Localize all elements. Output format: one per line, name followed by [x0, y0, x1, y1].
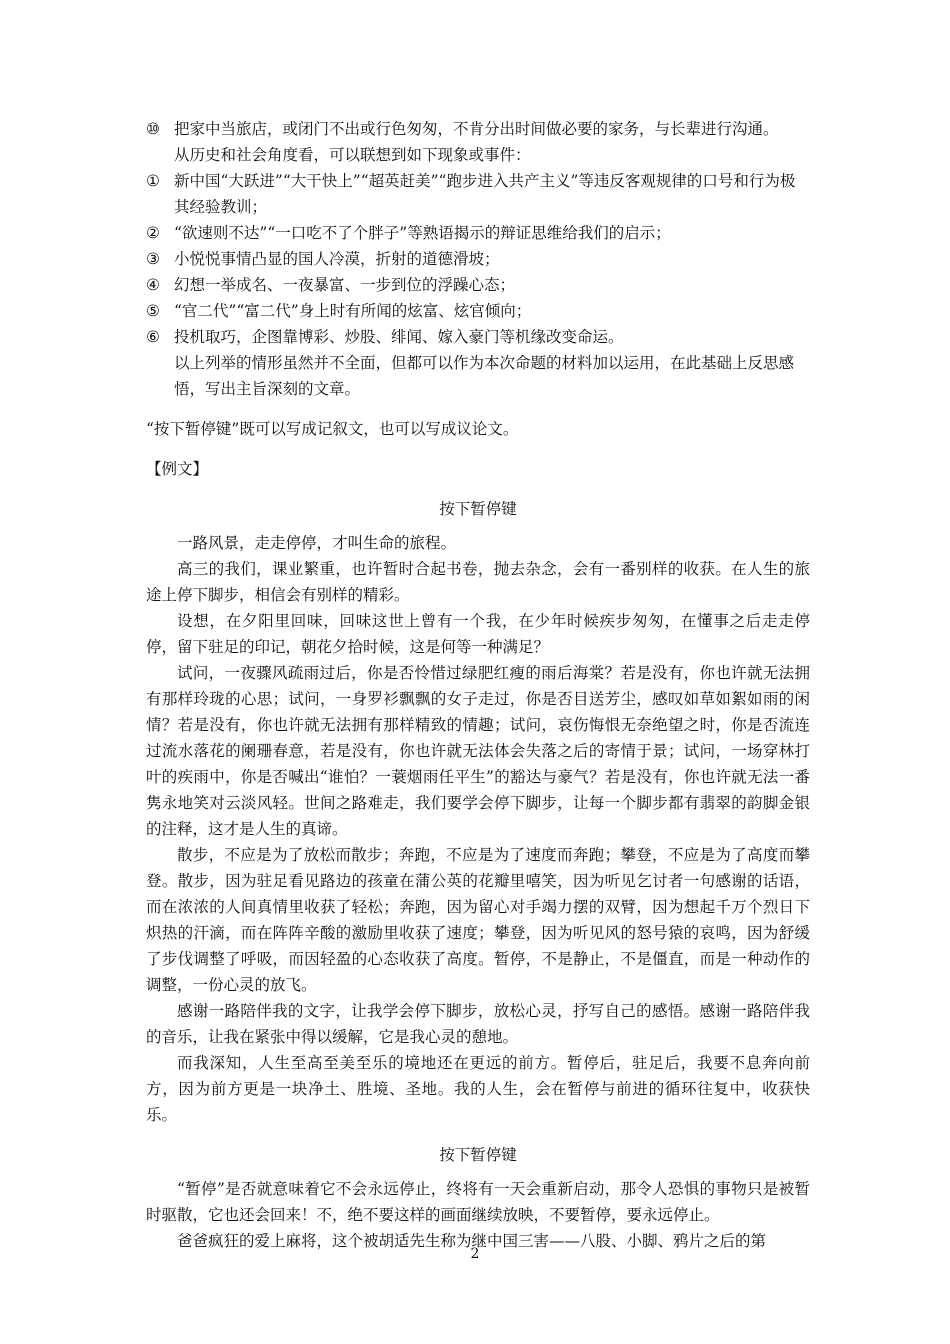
essay-paragraph: 高三的我们，课业繁重，也许暂时合起书卷，抛去杂念，会有一番别样的收获。在人生的旅途上停下脚步，相信会有别样的精彩。 — [146, 560, 810, 604]
list-item-text: 投机取巧，企图靠博彩、炒股、绯闻、嫁入豪门等机缘改变命运。 — [174, 328, 624, 346]
essay-paragraph: 试问，一夜骤风疏雨过后，你是否怜惜过绿肥红瘦的雨后海棠？若是没有，你也许就无法拥有那样玲珑的心思；试问，一身罗衫飘飘的女子走过，你是否目送芳尘，感叹如草如絮如雨的闲情？若是没有，你也许就无法拥有那样精致的情趣；试问，哀伤悔恨无奈绝望之时，你是否流连过流水落花的阑珊春意，若是没有，你也许就无法体会失落之后的寄情于景；试问，一场穿林打叶的疾雨中，你是否喊出“谁怕？一蓑烟雨任平生”的豁达与豪气？若是没有，你也许就无法一番隽永地笑对云淡风轻。世间之路难走，我们要学会停下脚步，让每一个脚步都有翡翠的韵脚金银的注释，这才是人生的真谛。 — [146, 664, 810, 838]
list-item — [146, 324, 810, 350]
list-item — [146, 298, 810, 324]
page-content — [146, 116, 810, 1254]
list-item-text: 把家中当旅店，或闭门不出或行色匆匆，不肯分出时间做必要的家务，与长辈进行沟通。 — [174, 120, 779, 138]
list-item-text: 幻想一举成名、一夜暴富、一步到位的浮躁心态； — [174, 276, 516, 294]
summary-paragraph: 以上列举的情形虽然并不全面，但都可以作为本次命题的材料加以运用，在此基础上反思感悟，写出主旨深刻的文章。 — [174, 354, 795, 398]
essay1-body — [146, 530, 810, 1128]
list-item — [146, 168, 810, 220]
list-item-text: 小悦悦事情凸显的国人冷漠，折射的道德滑坡； — [174, 250, 500, 268]
list-item-number: ③ — [146, 250, 160, 268]
list-item — [146, 272, 810, 298]
history-intro: 从历史和社会角度看，可以联想到如下现象或事件： — [174, 146, 531, 164]
list-item — [146, 220, 810, 246]
list-item-number: ② — [146, 224, 160, 242]
list-item-text: “官二代”“富二代”身上时有所闻的炫富、炫官倾向； — [174, 302, 532, 320]
example-label: 【例文】 — [146, 460, 209, 478]
essay-paragraph: 而我深知，人生至高至美至乐的境地还在更远的前方。暂停后，驻足后，我要不息奔向前方，因为前方更是一块净土、胜境、圣地。我的人生，会在暂停与前进的循环往复中，收获快乐。 — [146, 1054, 810, 1124]
genre-note: “按下暂停键”既可以写成记叙文，也可以写成议论文。 — [146, 420, 519, 438]
essay-paragraph: 设想，在夕阳里回味，回味这世上曾有一个我，在少年时候疾步匆匆，在懂事之后走走停停，留下驻足的印记，朝花夕拾时候，这是何等一种满足？ — [146, 612, 810, 656]
essay-paragraph: 爸爸疯狂的爱上麻将，这个被胡适先生称为继中国三害——八股、小脚、鸦片之后的第 — [177, 1232, 767, 1250]
list-item — [146, 116, 810, 142]
numbered-list-top — [146, 116, 810, 142]
list-item — [146, 246, 810, 272]
essay-paragraph: “暂停”是否就意味着它不会永远停止，终将有一天会重新启动，那令人恐惧的事物只是被暂时驱散，它也还会回来！不，绝不要这样的画面继续放映，不要暂停，要永远停止。 — [146, 1180, 810, 1224]
list-item-number: ⑤ — [146, 302, 160, 320]
list-item-text: “欲速则不达”“一口吃不了个胖子”等熟语揭示的辩证思维给我们的启示； — [174, 224, 671, 242]
list-item-number: ⑩ — [146, 120, 160, 138]
list-item-text: 新中国“大跃进”“大干快上”“超英赶美”“跑步进入共产主义”等违反客观规律的口号和行为极其经验教训； — [174, 172, 796, 216]
essay2-body — [146, 1176, 810, 1254]
page-number: 2 — [470, 1246, 480, 1262]
essay-paragraph: 一路风景，走走停停，才叫生命的旅程。 — [177, 534, 457, 552]
essay1-title: 按下暂停键 — [439, 500, 517, 518]
essay-paragraph: 散步，不应是为了放松而散步；奔跑，不应是为了速度而奔跑；攀登，不应是为了高度而攀登。散步，因为驻足看见路边的孩童在蒲公英的花瓣里嘻笑，因为听见乞讨者一句感谢的话语，而在浓浓的人间真情里收获了轻松；奔跑，因为留心对手竭力摆的双臂，因为想起千万个烈日下炽热的汗滴，而在阵阵辛酸的激励里收获了速度；攀登，因为听见风的怒号猿的哀鸣，因为舒缓了步伐调整了呼吸，而因轻盈的心态收获了高度。暂停，不是静止，不是僵直，而是一种动作的调整，一份心灵的放飞。 — [146, 846, 810, 994]
list-item-number: ④ — [146, 276, 160, 294]
list-item-number: ⑥ — [146, 328, 160, 346]
numbered-list-history — [146, 168, 810, 350]
essay2-title: 按下暂停键 — [439, 1146, 517, 1164]
list-item-number: ① — [146, 172, 160, 190]
essay-paragraph: 感谢一路陪伴我的文字，让我学会停下脚步，放松心灵，抒写自己的感悟。感谢一路陪伴我的音乐，让我在紧张中得以缓解，它是我心灵的憩地。 — [146, 1002, 810, 1046]
